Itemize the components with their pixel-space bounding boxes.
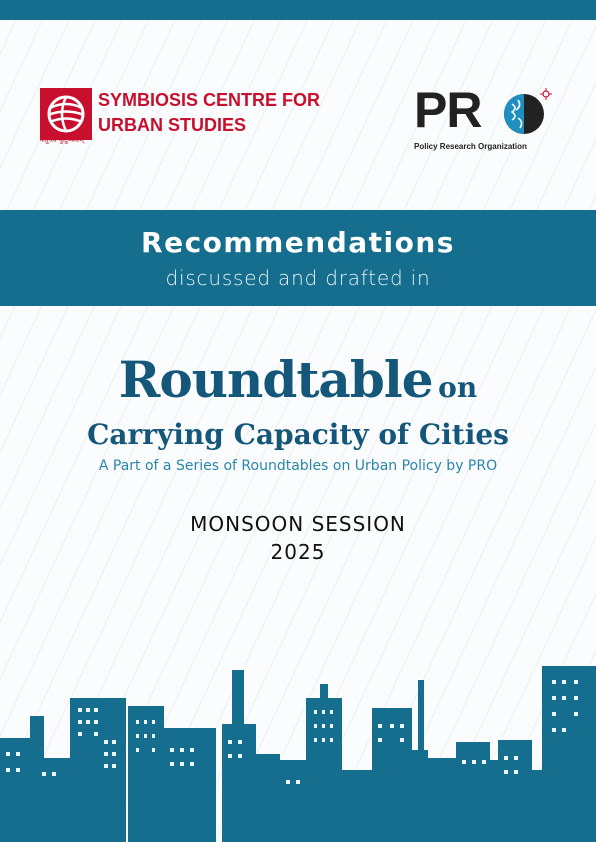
top-color-bar xyxy=(0,0,596,20)
pro-logo xyxy=(412,76,572,156)
city-skyline-illustration xyxy=(0,640,596,842)
scus-globe-icon xyxy=(40,88,92,140)
scus-name xyxy=(98,88,320,138)
roundtable-on: on xyxy=(438,371,478,404)
roundtable-word: Roundtable xyxy=(118,350,433,409)
brain-icon xyxy=(502,88,552,136)
roundtable-title xyxy=(0,350,596,409)
scus-name-line1: SYMBIOSIS CENTRE FOR xyxy=(98,90,321,110)
pro-subtitle: Policy Research Organization xyxy=(414,142,527,151)
scus-tagline: वसुधैव कुटुम्बकम् xyxy=(40,136,84,144)
scus-logo xyxy=(40,88,380,148)
band-subtitle: discussed and drafted in xyxy=(165,266,431,290)
series-line: A Part of a Series of Roundtables on Urban Policy by PRO xyxy=(98,458,498,474)
session-year: 2025 xyxy=(270,540,326,564)
session-info xyxy=(0,510,596,566)
band-title: Recommendations xyxy=(141,226,455,259)
scus-name-line2: URBAN STUDIES xyxy=(98,115,247,135)
session-name: MONSOON SESSION xyxy=(190,512,406,536)
pro-wordmark: PR xyxy=(414,82,482,138)
topic-title: Carrying Capacity of Cities xyxy=(87,418,509,451)
